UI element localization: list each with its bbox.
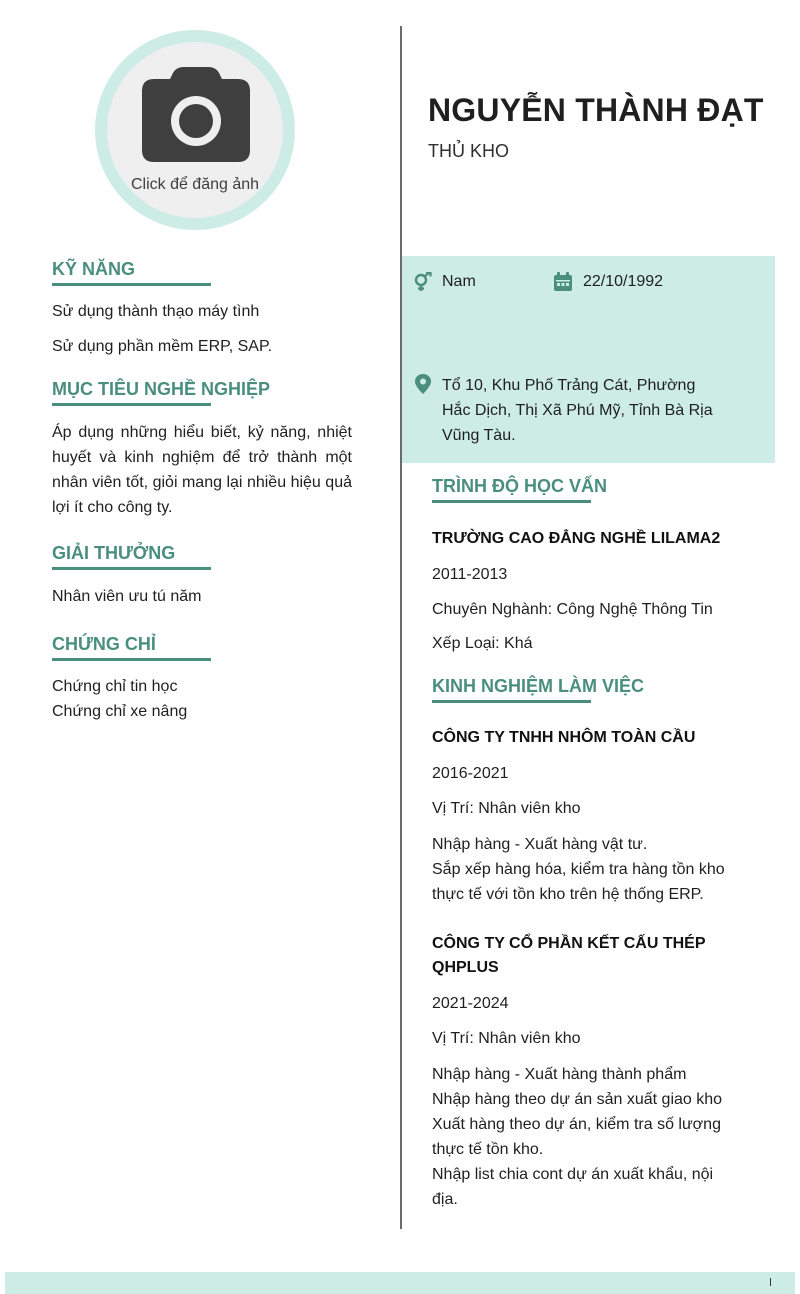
award-item: Nhân viên ưu tú năm xyxy=(52,588,202,605)
avatar-upload-label: Click để đăng ảnh xyxy=(130,176,260,193)
duty-line: thực tế với tồn kho trên hệ thống ERP. xyxy=(432,886,704,903)
camera-icon xyxy=(142,67,250,162)
objective-underline xyxy=(52,403,211,406)
duty-line: địa. xyxy=(432,1191,458,1208)
avatar-placeholder xyxy=(107,42,283,218)
job-duties xyxy=(432,1062,752,1212)
skills-underline xyxy=(52,283,211,286)
certificates-title: CHỨNG CHỈ xyxy=(52,634,156,654)
job-duties xyxy=(432,832,752,907)
calendar-icon xyxy=(553,272,573,292)
column-divider xyxy=(400,26,402,1229)
duty-line: Nhập list chia cont dự án xuất khẩu, nội xyxy=(432,1166,714,1183)
address-line: Tổ 10, Khu Phố Trảng Cát, Phường xyxy=(442,377,696,394)
gender-icon xyxy=(413,272,433,292)
duty-line: Nhập hàng - Xuất hàng thành phẩm xyxy=(432,1066,687,1083)
duty-line: Nhập hàng - Xuất hàng vật tư. xyxy=(432,836,648,853)
school-name: TRƯỜNG CAO ĐẲNG NGHỀ LILAMA2 xyxy=(432,530,721,547)
job-position: Vị Trí: Nhân viên kho xyxy=(432,800,581,817)
company-line: CÔNG TY CỔ PHẦN KẾT CẤU THÉP xyxy=(432,935,706,952)
education-major: Chuyên Nghành: Công Nghệ Thông Tin xyxy=(432,601,713,618)
address xyxy=(442,373,742,448)
avatar-upload[interactable] xyxy=(95,30,295,230)
objective-title: MỤC TIÊU NGHỀ NGHIỆP xyxy=(52,379,271,399)
certificates-underline xyxy=(52,658,211,661)
job-role: THỦ KHO xyxy=(428,141,509,161)
duty-line: Nhập hàng theo dự án sản xuất giao kho xyxy=(432,1091,723,1108)
certificate-item: Chứng chỉ tin học xyxy=(52,678,178,695)
certificate-item: Chứng chỉ xe nâng xyxy=(52,703,188,720)
awards-title: GIẢI THƯỞNG xyxy=(52,543,176,563)
address-line: Hắc Dịch, Thị Xã Phú Mỹ, Tỉnh Bà Rịa xyxy=(442,402,713,419)
objective-text: Áp dụng những hiểu biết, kỷ năng, nhiệt huyết và kinh nghiệm để trở thành một nhân viên tốt, giỏi mang lại nhiều hiệu quả lợi ít cho công ty. xyxy=(52,424,352,516)
education-underline xyxy=(432,500,591,503)
gender-value: Nam xyxy=(442,273,476,290)
personal-info-box xyxy=(402,256,775,463)
text-cursor-mark xyxy=(770,1278,771,1286)
education-title: TRÌNH ĐỘ HỌC VẤN xyxy=(432,476,607,496)
education-period: 2011-2013 xyxy=(432,566,508,583)
address-line: Vũng Tàu. xyxy=(442,427,516,444)
job-period: 2016-2021 xyxy=(432,765,509,782)
job-period: 2021-2024 xyxy=(432,995,509,1012)
job-position: Vị Trí: Nhân viên kho xyxy=(432,1030,581,1047)
location-pin-icon xyxy=(413,374,433,394)
date-of-birth: 22/10/1992 xyxy=(583,273,664,290)
duty-line: Xuất hàng theo dự án, kiểm tra số lượng xyxy=(432,1116,721,1133)
full-name: NGUYỄN THÀNH ĐẠT xyxy=(428,92,764,128)
company-line: QHPLUS xyxy=(432,959,499,976)
experience-underline xyxy=(432,700,591,703)
footer-bar xyxy=(5,1272,795,1294)
skills-title: KỸ NĂNG xyxy=(52,259,136,279)
duty-line: Sắp xếp hàng hóa, kiểm tra hàng tồn kho xyxy=(432,861,725,878)
awards-underline xyxy=(52,567,211,570)
duty-line: thực tế tồn kho. xyxy=(432,1141,544,1158)
skill-item: Sử dụng thành thạo máy tình xyxy=(52,303,260,320)
experience-title: KINH NGHIỆM LÀM VIỆC xyxy=(432,676,645,696)
education-grade: Xếp Loại: Khá xyxy=(432,635,533,652)
job-company xyxy=(432,932,752,980)
job-company: CÔNG TY TNHH NHÔM TOÀN CẦU xyxy=(432,729,696,746)
skill-item: Sử dụng phần mềm ERP, SAP. xyxy=(52,338,273,355)
